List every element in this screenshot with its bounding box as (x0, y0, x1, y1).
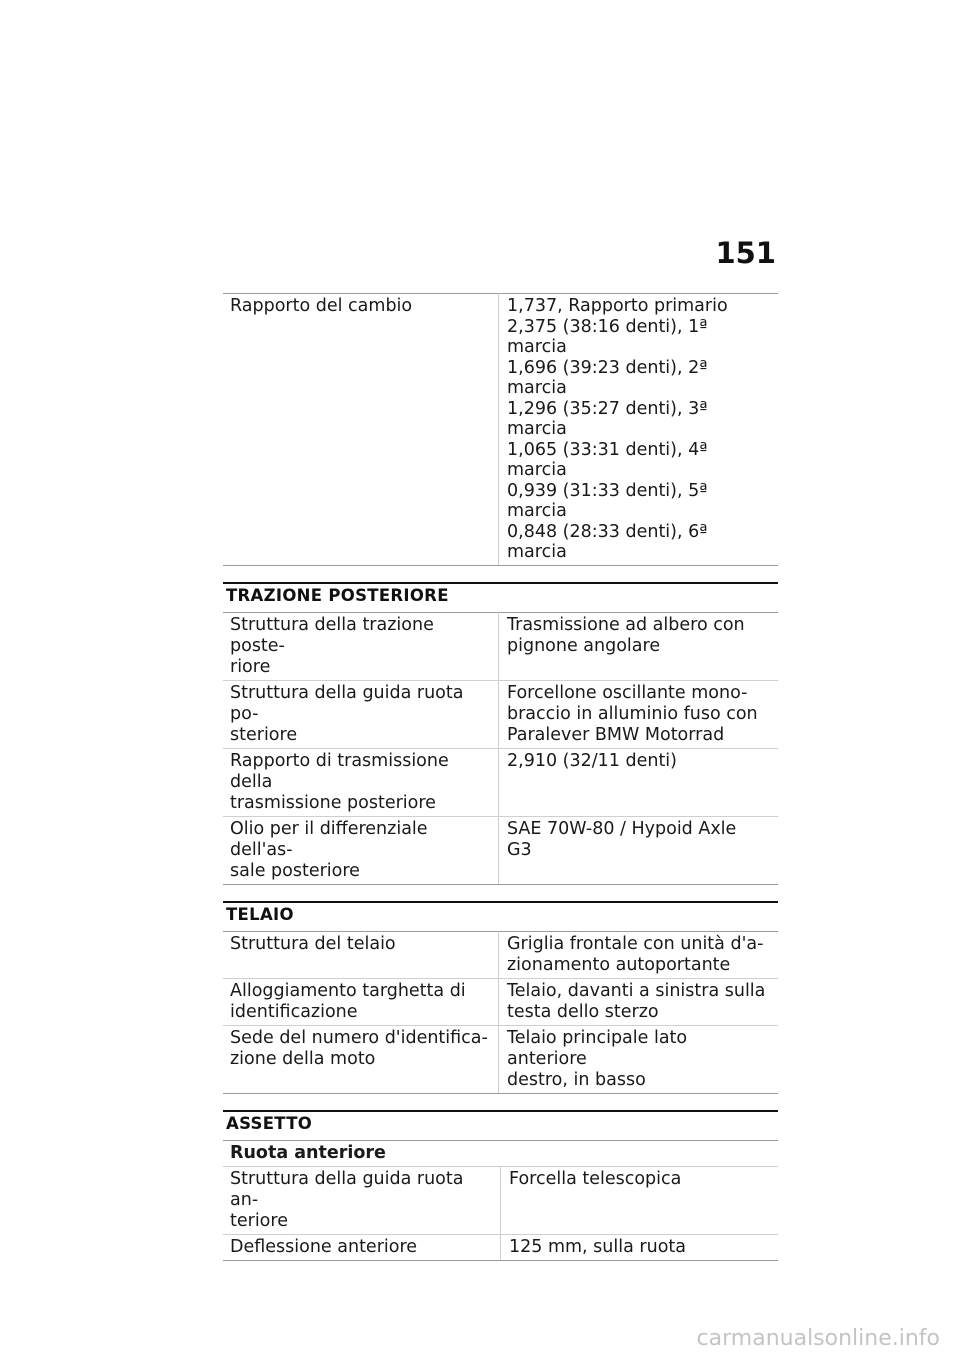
table-row (223, 1234, 778, 1260)
table-row (223, 612, 778, 680)
table-subheading-row (223, 1140, 778, 1166)
watermark: carmanualsonline.info (696, 1326, 940, 1351)
spec-value: 125 mm, sulla ruota (501, 1234, 779, 1260)
spec-value: Telaio, davanti a sinistra sulla testa dello sterzo (499, 978, 779, 1025)
spec-value: Telaio principale lato anteriore destro, in basso (499, 1025, 779, 1093)
spec-value: Griglia frontale con unità d'a- zionamento autoportante (499, 931, 779, 978)
spec-label: Struttura del telaio (223, 931, 499, 978)
spec-label: Rapporto di trasmissione della trasmissione posteriore (223, 748, 499, 816)
spec-value: Forcellone oscillante mono- braccio in alluminio fuso con Paralever BMW Motorrad (499, 680, 779, 748)
spec-label: Rapporto del cambio (223, 294, 499, 566)
table-row (223, 748, 778, 816)
rear-drive-table (223, 612, 778, 885)
spec-label: Alloggiamento targhetta di identificazione (223, 978, 499, 1025)
spec-label: Olio per il differenziale dell'as- sale posteriore (223, 816, 499, 884)
page-number: 151 (715, 236, 776, 270)
spec-content (223, 293, 778, 1261)
spec-value: SAE 70W-80 / Hypoid Axle G3 (499, 816, 779, 884)
table-row (223, 1025, 778, 1093)
spec-value: Trasmissione ad albero con pignone angolare (499, 612, 779, 680)
table-row (223, 294, 778, 566)
spec-label: Struttura della guida ruota an- teriore (223, 1166, 501, 1234)
table-row (223, 931, 778, 978)
table-row (223, 680, 778, 748)
table-row (223, 1166, 778, 1234)
chassis-table (223, 1140, 778, 1261)
spec-label: Struttura della trazione poste- riore (223, 612, 499, 680)
spec-value: Forcella telescopica (501, 1166, 779, 1234)
table-row (223, 816, 778, 884)
table-row (223, 978, 778, 1025)
section-title-frame: TELAIO (223, 901, 778, 931)
spec-label: Deflessione anteriore (223, 1234, 501, 1260)
table-subheading: Ruota anteriore (223, 1140, 778, 1166)
section-title-rear-drive: TRAZIONE POSTERIORE (223, 582, 778, 612)
frame-table (223, 931, 778, 1094)
spec-label: Struttura della guida ruota po- steriore (223, 680, 499, 748)
spec-label: Sede del numero d'identifica- zione della moto (223, 1025, 499, 1093)
gearbox-table (223, 293, 778, 566)
spec-value: 2,910 (32/11 denti) (499, 748, 779, 816)
spec-value: 1,737, Rapporto primario 2,375 (38:16 denti), 1ª marcia 1,696 (39:23 denti), 2ª marcia 1,296 (35:27 denti), 3ª marcia 1,065 (33:31 denti), 4ª marcia 0,939 (31:33 denti), 5ª marcia 0,848 (28:33 denti), 6ª marcia (499, 294, 779, 566)
section-title-chassis: ASSETTO (223, 1110, 778, 1140)
